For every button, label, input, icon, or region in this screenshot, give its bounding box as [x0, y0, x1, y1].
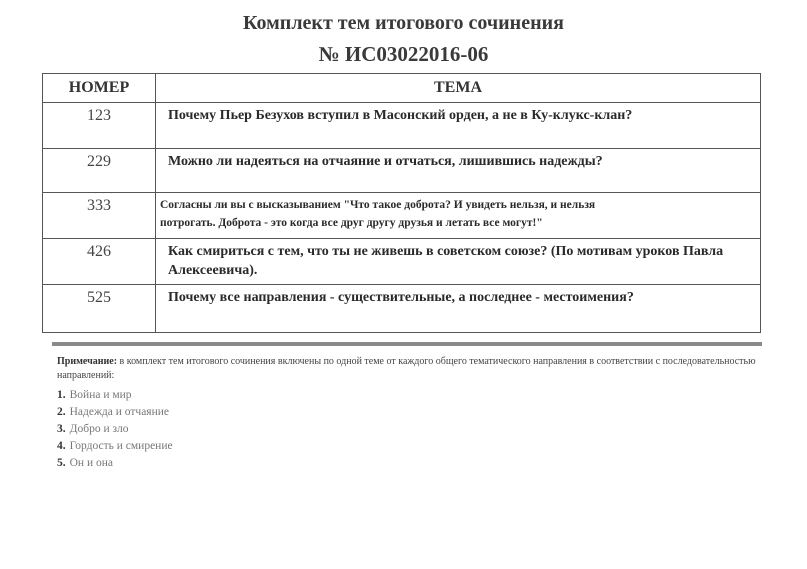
topic-text	[156, 193, 761, 239]
topic-text-line: потрогать. Доброта - это когда все друг другу друзья и летать все могут!"	[160, 217, 543, 229]
list-item-number: 5.	[57, 457, 66, 469]
directions-list	[57, 387, 173, 472]
list-item-number: 2.	[57, 406, 66, 418]
list-item	[57, 421, 173, 438]
table-row	[43, 285, 761, 333]
list-item	[57, 438, 173, 455]
column-header-number: НОМЕР	[43, 74, 156, 103]
note-text: в комплект тем итогового сочинения включены по одной теме от каждого общего тематического направления в соответствии с последовательностью направлений:	[57, 356, 756, 381]
document-title: Комплект тем итогового сочинения	[243, 12, 564, 34]
list-item	[57, 455, 173, 472]
table-row	[43, 103, 761, 149]
topic-text: Почему все направления - существительные, а последнее - местоимения?	[156, 285, 761, 333]
topic-number: 123	[43, 103, 156, 149]
topic-text-line: Согласны ли вы с высказыванием "Что такое доброта? И увидеть нельзя, и нельзя	[160, 199, 596, 211]
column-header-topic: ТЕМА	[156, 74, 761, 103]
topic-text: Можно ли надеяться на отчаяние и отчаться, лишившись надежды?	[156, 149, 761, 193]
topic-text: Почему Пьер Безухов вступил в Масонский орден, а не в Ку-клукс-клан?	[156, 103, 761, 149]
divider	[52, 342, 762, 346]
list-item-text: Он и она	[69, 457, 113, 469]
topic-text: Как смириться с тем, что ты не живешь в советском союзе? (По мотивам уроков Павла Алексеевича).	[156, 239, 761, 285]
document-code: № ИС03022016-06	[318, 42, 489, 66]
list-item	[57, 387, 173, 404]
table-row	[43, 149, 761, 193]
list-item	[57, 404, 173, 421]
list-item-number: 4.	[57, 440, 66, 452]
note-label: Примечание:	[57, 356, 118, 367]
list-item-number: 1.	[57, 389, 66, 401]
list-item-text: Война и мир	[69, 389, 132, 401]
topic-number: 525	[43, 285, 156, 333]
topic-number: 229	[43, 149, 156, 193]
table-row	[43, 239, 761, 285]
list-item-text: Надежда и отчаяние	[69, 406, 170, 418]
list-item-text: Добро и зло	[69, 423, 129, 435]
list-item-text: Гордость и смирение	[69, 440, 173, 452]
topic-number: 426	[43, 239, 156, 285]
topic-number: 333	[43, 193, 156, 239]
list-item-number: 3.	[57, 423, 66, 435]
topics-table	[42, 73, 761, 333]
table-header-row	[43, 74, 761, 103]
table-row	[43, 193, 761, 239]
note-paragraph	[57, 355, 767, 383]
